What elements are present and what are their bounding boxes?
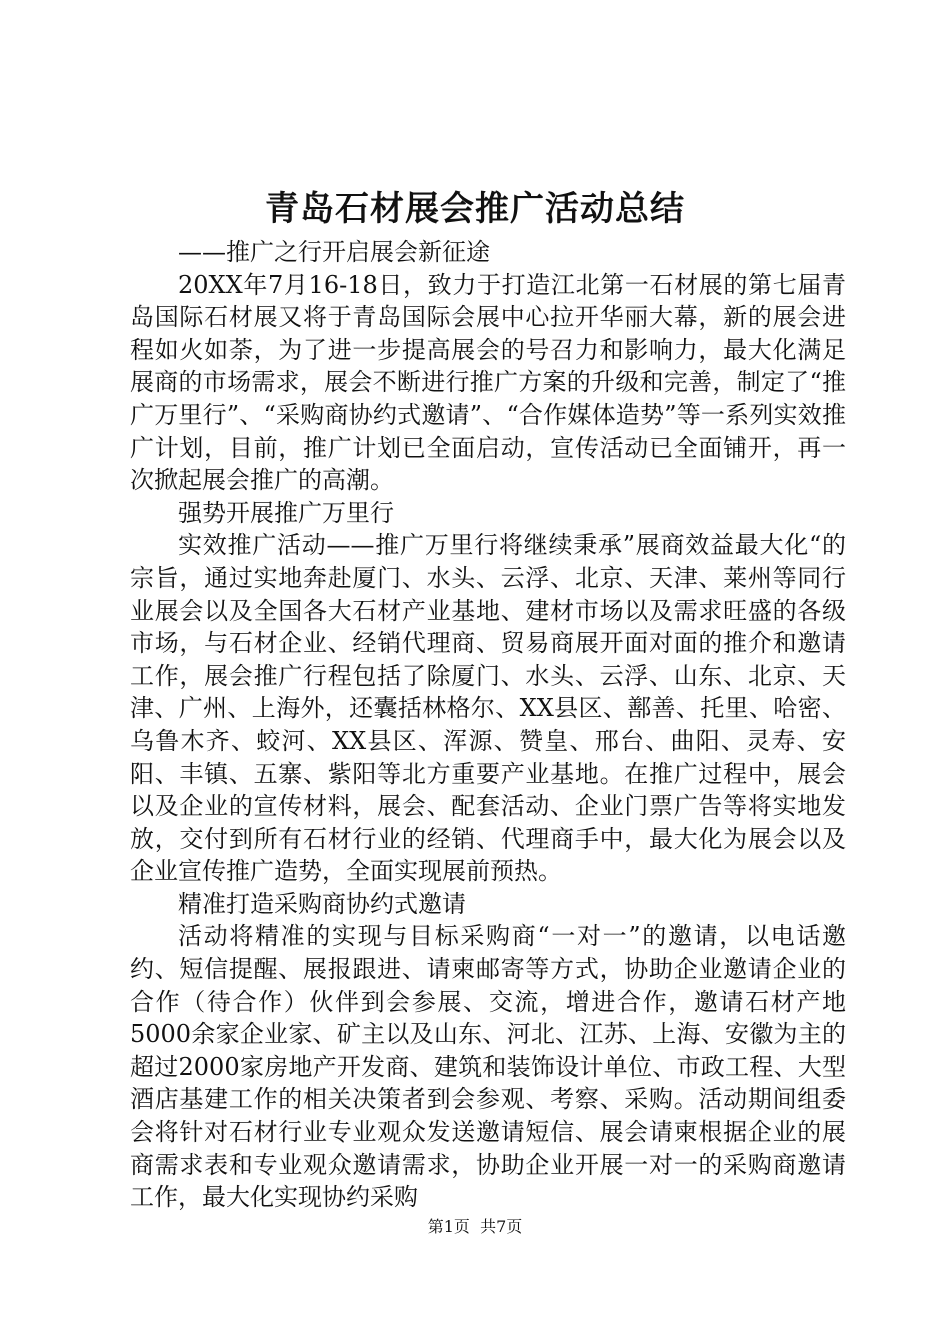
page-footer: 第1页 共7页 [427, 1217, 523, 1236]
paragraph-invitation: 活动将精准的实现与目标采购商“一对一”的邀请，以电话邀约、短信提醒、展报跟进、请柬邮寄等方式，协助企业邀请企业的合作（待合作）伙伴到会参展、交流，增进合作，邀请石材产地5000余家企业家、矿主以及山东、河北、江苏、上海、安徽为主的超过2000家房地产开发商、建筑和装饰设计单位、市政工程、大型酒店基建工作的相关决策者到会参观、考察、采购。活动期间组委会将针对石材行业专业观众发送邀请短信、展会请柬根据企业的展商需求表和专业观众邀请需求，协助企业开展一对一的采购商邀请工作，最大化实现协约采购 [130, 922, 846, 1212]
section-heading-invitation: 精准打造采购商协约式邀请 [178, 889, 466, 918]
document-title: 青岛石材展会推广活动总结 [265, 189, 685, 229]
section-heading-promotion: 强势开展推广万里行 [178, 498, 394, 527]
paragraph-intro: 20XX年7月16-18日，致力于打造江北第一石材展的第七届青岛国际石材展又将于青岛国际会展中心拉开华丽大幕，新的展会进程如火如荼，为了进一步提高展会的号召力和影响力，最大化满足展商的市场需求，展会不断进行推广方案的升级和完善，制定了“推广万里行”、“采购商协约式邀请”、“合作媒体造势”等一系列实效推广计划，目前，推广计划已全面启动，宣传活动已全面铺开，再一次掀起展会推广的高潮。 [130, 270, 846, 495]
paragraph-promotion: 实效推广活动——推广万里行将继续秉承”展商效益最大化“的宗旨，通过实地奔赴厦门、水头、云浮、北京、天津、莱州等同行业展会以及全国各大石材产业基地、建材市场以及需求旺盛的各级市场，与石材企业、经销代理商、贸易商展开面对面的推介和邀请工作，展会推广行程包括了除厦门、水头、云浮、山东、北京、天津、广州、上海外，还囊括林格尔、XX县区、鄯善、托里、哈密、乌鲁木齐、蛟河、XX县区、浑源、赞皇、邢台、曲阳、灵寿、安阳、丰镇、五寨、紫阳等北方重要产业基地。在推广过程中，展会以及企业的宣传材料，展会、配套活动、企业门票广告等将实地发放，交付到所有石材行业的经销、代理商手中，最大化为展会以及企业宣传推广造势，全面实现展前预热。 [130, 531, 846, 886]
subtitle: ——推广之行开启展会新征途 [178, 238, 490, 266]
document-body [130, 236, 846, 1214]
